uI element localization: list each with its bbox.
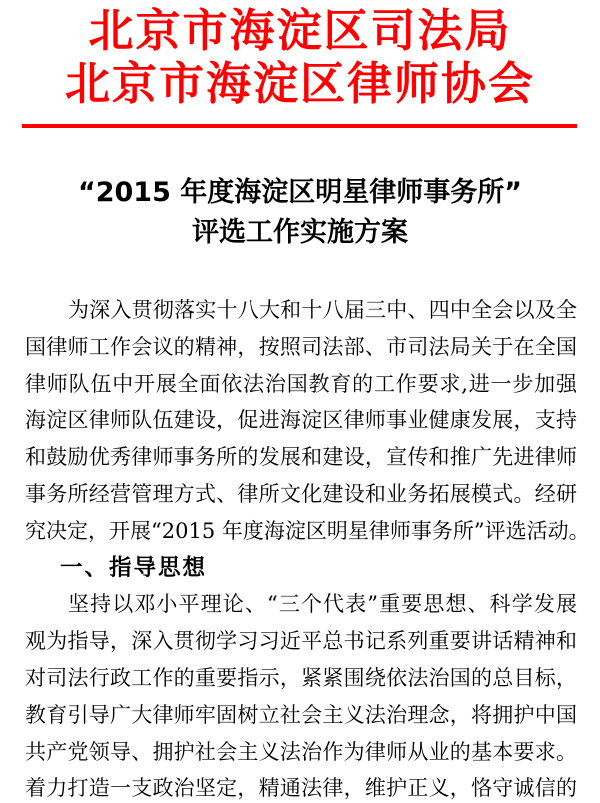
paragraph-line: 和鼓励优秀律师事务所的发展和建设，宣传和推广先进律师 (25, 445, 577, 470)
org-name-line-2: 北京市海淀区律师协会 (64, 57, 535, 110)
paragraph-line: 海淀区律师队伍建设，促进海淀区律师事业健康发展，支持 (25, 408, 577, 433)
section-1-heading: 一、指导思想 (60, 554, 208, 581)
paragraph-line: 教育引导广大律师牢固树立社会主义法治理念，将拥护中国 (25, 702, 577, 727)
document-title-line-1: “2015 年度海淀区明星律师事务所” (77, 177, 523, 208)
paragraph-line: 共产党领导、拥护社会主义法治作为律师从业的基本要求。 (25, 739, 577, 764)
red-divider-rule (22, 124, 577, 128)
paragraph-line: 国律师工作会议的精神，按照司法部、市司法局关于在全国 (25, 334, 577, 359)
paragraph-line: 律师队伍中开展全面依法治国教育的工作要求,进一步加强 (25, 371, 577, 396)
paragraph-line: 着力打造一支政治坚定，精通法律，维护正义，恪守诚信的 (25, 776, 577, 801)
document-title (0, 173, 600, 253)
paragraph-line: 究决定，开展“2015 年度海淀区明星律师事务所”评选活动。 (25, 518, 590, 543)
paragraph-1 (25, 292, 590, 550)
paragraph-line: 观为指导，深入贯彻学习习近平总书记系列重要讲话精神和 (25, 629, 577, 654)
paragraph-2 (25, 586, 577, 803)
letterhead (0, 0, 600, 110)
paragraph-line: 对司法行政工作的重要指示，紧紧围绕依法治国的总目标， (25, 665, 577, 690)
paragraph-line: 为深入贯彻落实十八大和十八届三中、四中全会以及全 (68, 298, 577, 322)
document-body (25, 292, 590, 803)
org-name-line-1: 北京市海淀区司法局 (88, 4, 512, 57)
paragraph-line: 事务所经营管理方式、律所文化建设和业务拓展模式。经研 (25, 481, 577, 506)
paragraph-line: 坚持以邓小平理论、“三个代表”重要思想、科学发展 (68, 592, 577, 617)
document-title-line-2: 评选工作实施方案 (192, 217, 408, 248)
